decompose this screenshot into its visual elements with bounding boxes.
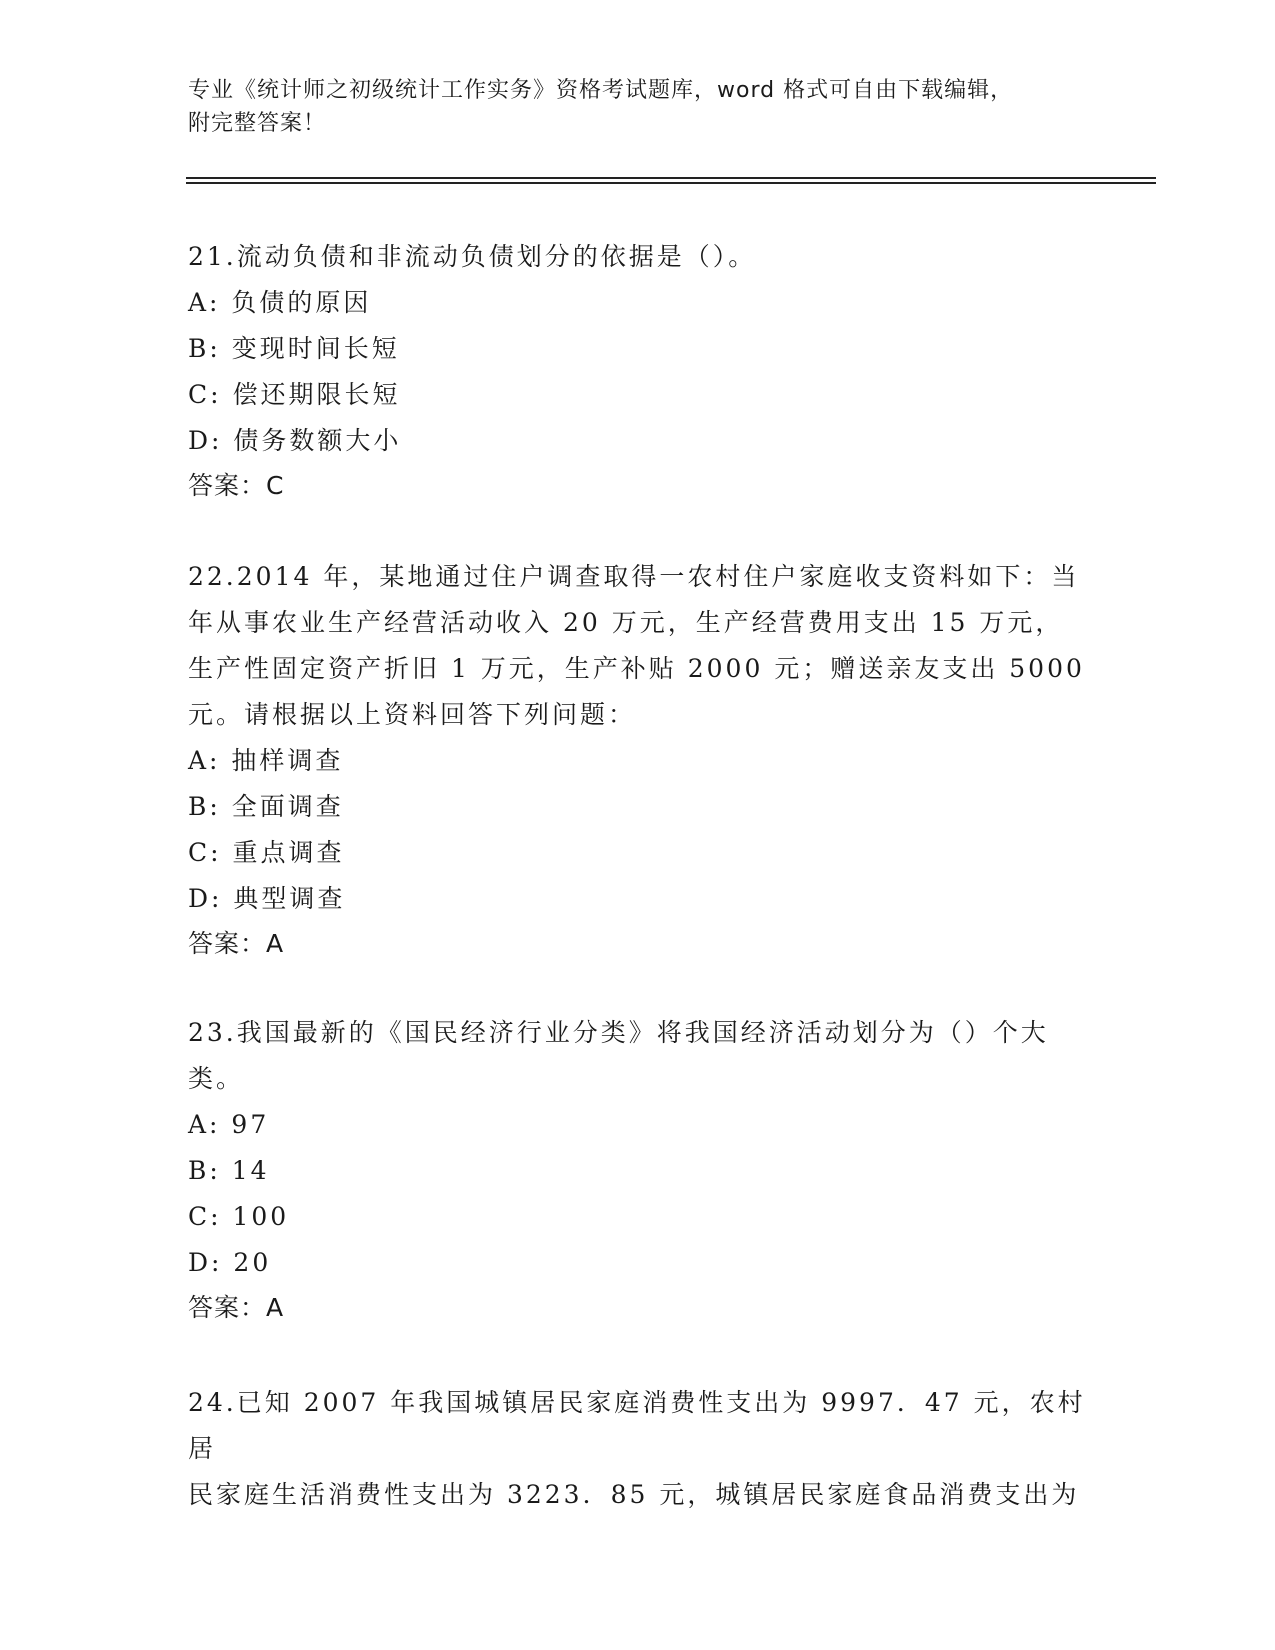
option-c: C: 偿还期限长短 xyxy=(188,380,401,409)
option-b: B: 14 xyxy=(188,1156,270,1185)
document-header xyxy=(188,74,1088,140)
option-a: A: 负债的原因 xyxy=(188,288,372,317)
option-d: D: 20 xyxy=(188,1248,272,1277)
question-stem-line: 民家庭生活消费性支出为 3223．85 元，城镇居民家庭食品消费支出为 xyxy=(188,1480,1080,1509)
question-stem-line: 年从事农业生产经营活动收入 20 万元，生产经营费用支出 15 万元， xyxy=(188,608,1064,637)
answer: 答案：A xyxy=(188,929,285,958)
option-b: B: 全面调查 xyxy=(188,792,344,821)
question-stem-line: 23.我国最新的《国民经济行业分类》将我国经济活动划分为（）个大 xyxy=(188,1018,1049,1047)
header-line-2: 附完整答案！ xyxy=(188,111,327,136)
question-stem-line: 类。 xyxy=(188,1064,245,1093)
header-divider-top xyxy=(186,177,1156,179)
header-line-1: 专业《统计师之初级统计工作实务》资格考试题库，word 格式可自由下载编辑， xyxy=(188,78,1014,103)
question-stem-line: 24.已知 2007 年我国城镇居民家庭消费性支出为 9997．47 元，农村居 xyxy=(188,1388,1086,1463)
option-a: A: 97 xyxy=(188,1110,270,1139)
option-d: D: 债务数额大小 xyxy=(188,426,402,455)
option-b: B: 变现时间长短 xyxy=(188,334,400,363)
question-23 xyxy=(188,1010,1088,1330)
option-d: D: 典型调查 xyxy=(188,884,346,913)
question-24 xyxy=(188,1380,1088,1518)
option-c: C: 重点调查 xyxy=(188,838,345,867)
option-a: A: 抽样调查 xyxy=(188,746,344,775)
question-stem-line: 生产性固定资产折旧 1 万元，生产补贴 2000 元；赠送亲友支出 5000 xyxy=(188,654,1085,683)
header-divider-bottom xyxy=(186,182,1156,184)
question-stem: 21.流动负债和非流动负债划分的依据是（）。 xyxy=(188,242,757,271)
question-stem-line: 22.2014 年，某地通过住户调查取得一农村住户家庭收支资料如下：当 xyxy=(188,562,1080,591)
question-stem-line: 元。请根据以上资料回答下列问题： xyxy=(188,700,637,729)
question-22 xyxy=(188,554,1088,966)
answer: 答案：A xyxy=(188,1293,285,1322)
option-c: C: 100 xyxy=(188,1202,290,1231)
answer: 答案：C xyxy=(188,471,285,500)
question-21 xyxy=(188,234,1088,508)
